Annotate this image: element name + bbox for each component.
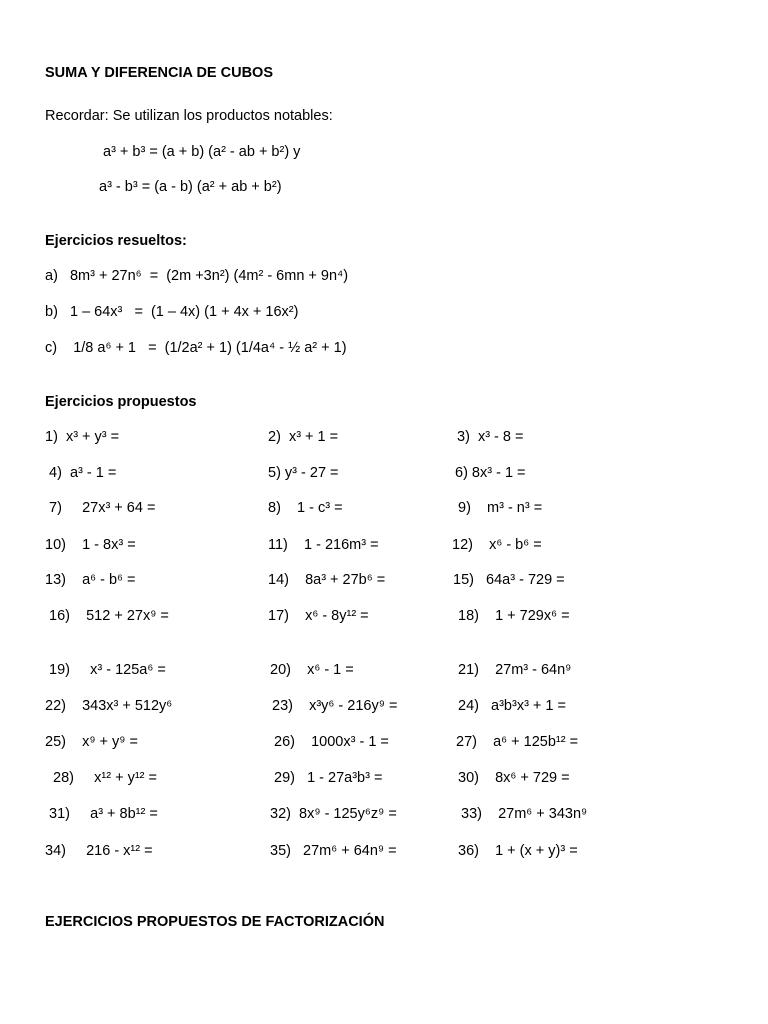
exercise-5: 5) y³ - 27 =	[268, 465, 339, 481]
exercise-30: 30) 8x⁶ + 729 =	[458, 770, 570, 786]
exercise-26: 26) 1000x³ - 1 =	[270, 734, 389, 750]
exercise-32: 32) 8x⁹ - 125y⁶z⁹ =	[270, 806, 397, 822]
exercise-9: 9) m³ - n³ =	[458, 500, 543, 516]
solved-exercise-a: a) 8m³ + 27n⁶ = (2m +3n²) (4m² - 6mn + 9n⁴)	[45, 268, 349, 284]
solved-exercise-b: b) 1 – 64x³ = (1 – 4x) (1 + 4x + 16x²)	[45, 304, 299, 320]
exercise-13: 13) a⁶ - b⁶ =	[45, 572, 136, 588]
exercise-28: 28) x¹² + y¹² =	[45, 770, 157, 786]
exercise-21: 21) 27m³ - 64n⁹	[458, 662, 572, 678]
formula-sum-of-cubes: a³ + b³ = (a + b) (a² - ab + b²) y	[103, 144, 301, 160]
exercise-7: 7) 27x³ + 64 =	[45, 500, 156, 516]
exercise-24: 24) a³b³x³ + 1 =	[458, 698, 566, 714]
exercise-3: 3) x³ - 8 =	[457, 429, 524, 445]
exercise-25: 25) x⁹ + y⁹ =	[45, 734, 139, 750]
exercise-2: 2) x³ + 1 =	[268, 429, 339, 445]
exercise-20: 20) x⁶ - 1 =	[270, 662, 354, 678]
exercise-36: 36) 1 + (x + y)³ =	[458, 843, 578, 859]
propuestos-heading: Ejercicios propuestos	[45, 394, 197, 410]
exercise-10: 10) 1 - 8x³ =	[45, 537, 136, 553]
page-title: SUMA Y DIFERENCIA DE CUBOS	[45, 65, 273, 81]
exercise-34: 34) 216 - x¹² =	[45, 843, 153, 859]
exercise-22: 22) 343x³ + 512y⁶	[45, 698, 173, 714]
exercise-31: 31) a³ + 8b¹² =	[45, 806, 158, 822]
formula-difference-of-cubes: a³ - b³ = (a - b) (a² + ab + b²)	[99, 179, 282, 195]
factorizacion-heading: EJERCICIOS PROPUESTOS DE FACTORIZACIÓN	[45, 914, 385, 930]
exercise-23: 23) x³y⁶ - 216y⁹ =	[268, 698, 398, 714]
recordar-intro: Recordar: Se utilizan los productos notables:	[45, 108, 333, 124]
solved-exercise-c: c) 1/8 a⁶ + 1 = (1/2a² + 1) (1/4a⁴ - ½ a² + 1)	[45, 340, 347, 356]
exercise-33: 33) 27m⁶ + 343n⁹	[457, 806, 588, 822]
exercise-11: 11) 1 - 216m³ =	[268, 537, 379, 553]
exercise-4: 4) a³ - 1 =	[45, 465, 117, 481]
exercise-19: 19) x³ - 125a⁶ =	[45, 662, 166, 678]
exercise-18: 18) 1 + 729x⁶ =	[458, 608, 570, 624]
exercise-16: 16) 512 + 27x⁹ =	[45, 608, 169, 624]
exercise-14: 14) 8a³ + 27b⁶ =	[268, 572, 386, 588]
exercise-15: 15) 64a³ - 729 =	[453, 572, 565, 588]
exercise-1: 1) x³ + y³ =	[45, 429, 120, 445]
exercise-29: 29) 1 - 27a³b³ =	[270, 770, 383, 786]
exercise-12: 12) x⁶ - b⁶ =	[452, 537, 542, 553]
exercise-6: 6) 8x³ - 1 =	[455, 465, 526, 481]
exercise-17: 17) x⁶ - 8y¹² =	[268, 608, 369, 624]
resueltos-heading: Ejercicios resueltos:	[45, 233, 187, 249]
exercise-27: 27) a⁶ + 125b¹² =	[456, 734, 579, 750]
exercise-8: 8) 1 - c³ =	[268, 500, 343, 516]
exercise-35: 35) 27m⁶ + 64n⁹ =	[270, 843, 397, 859]
